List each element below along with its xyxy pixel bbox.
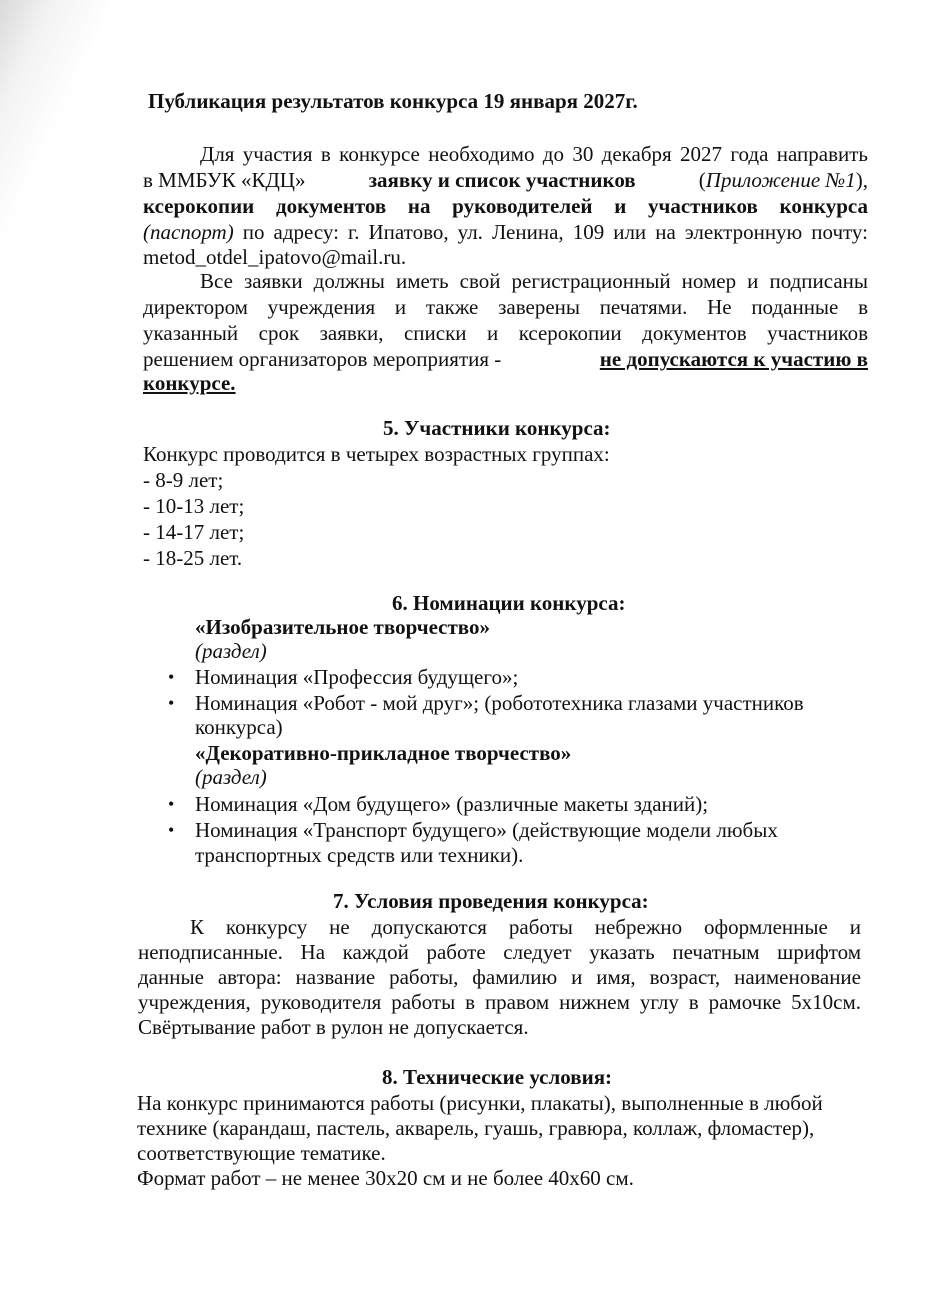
nomination-item-cont: транспортных средств или техники).	[195, 843, 524, 867]
nomination-item: Номинация «Профессия будущего»;	[195, 665, 519, 689]
section7-line3: данные автора: название работы, фамилию и имя, возраст, наименование	[138, 965, 861, 989]
scan-shadow	[0, 0, 120, 300]
section7-line4: учреждения, руководителя работы в правом нижнем углу в рамочке 5х10см.	[138, 990, 861, 1014]
group2-sub: (раздел)	[195, 765, 267, 789]
para1-line1: Для участия в конкурсе необходимо до 30 декабря 2027 года направить	[200, 142, 868, 166]
age-group-item: - 14-17 лет;	[143, 520, 245, 544]
nomination-item: Номинация «Робот - мой друг»; (робототехника глазами участников	[195, 691, 804, 715]
para2-line5: конкурсе.	[143, 371, 236, 395]
para1-line2: в ММБУК «КДЦ» заявку и список участников (Приложение №1),	[143, 168, 868, 192]
para2-line1: Все заявки должны иметь свой регистрационный номер и подписаны	[200, 269, 868, 293]
section7-heading: 7. Условия проведения конкурса:	[333, 889, 649, 913]
group1-sub: (раздел)	[195, 639, 267, 663]
nomination-item: Номинация «Дом будущего» (различные макеты зданий);	[195, 792, 709, 816]
bullet-icon: •	[168, 693, 175, 713]
para1-line3: ксерокопии документов на руководителей и участников конкурса	[143, 194, 868, 218]
nomination-item-cont: конкурса)	[195, 715, 283, 739]
nomination-item: Номинация «Транспорт будущего» (действующие модели любых	[195, 818, 778, 842]
section6-heading: 6. Номинации конкурса:	[392, 591, 626, 615]
bullet-icon: •	[168, 820, 175, 840]
para2-line4: решением организаторов мероприятия - не допускаются к участию в	[143, 347, 868, 371]
section5-heading: 5. Участники конкурса:	[383, 416, 611, 440]
section8-heading: 8. Технические условия:	[382, 1065, 613, 1089]
section8-line4: Формат работ – не менее 30х20 см и не более 40х60 см.	[137, 1166, 634, 1190]
age-group-item: - 10-13 лет;	[143, 494, 245, 518]
para1-line4: (паспорт) по адресу: г. Ипатово, ул. Ленина, 109 или на электронную почту:	[143, 220, 868, 244]
section7-line5: Свёртывание работ в рулон не допускается.	[138, 1015, 529, 1039]
bullet-icon: •	[168, 794, 175, 814]
bullet-icon: •	[168, 667, 175, 687]
section8-line1: На конкурс принимаются работы (рисунки, плакаты), выполненные в любой	[137, 1091, 823, 1115]
section7-line2: неподписанные. На каждой работе следует указать печатным шрифтом	[138, 940, 861, 964]
age-group-item: - 18-25 лет.	[143, 546, 243, 570]
section8-line2: технике (карандаш, пастель, акварель, гуашь, гравюра, коллаж, фломастер),	[137, 1116, 815, 1140]
section7-line1: К конкурсу не допускаются работы небрежно оформленные и	[190, 915, 861, 939]
group1-title: «Изобразительное творчество»	[195, 615, 490, 639]
email-link[interactable]: metod_otdel_ipatovo@mail.ru.	[143, 245, 407, 269]
section8-line3: соответствующие тематике.	[137, 1141, 386, 1165]
age-group-item: - 8-9 лет;	[143, 468, 224, 492]
para2-line2: директором учреждения и также заверены печатями. Не поданные в	[143, 295, 868, 319]
document-title: Публикация результатов конкурса 19 января 2027г.	[148, 89, 638, 113]
section5-intro: Конкурс проводится в четырех возрастных группах:	[143, 442, 610, 466]
para2-line3: указанный срок заявки, списки и ксерокопии документов участников	[143, 321, 868, 345]
group2-title: «Декоративно-прикладное творчество»	[195, 741, 572, 765]
